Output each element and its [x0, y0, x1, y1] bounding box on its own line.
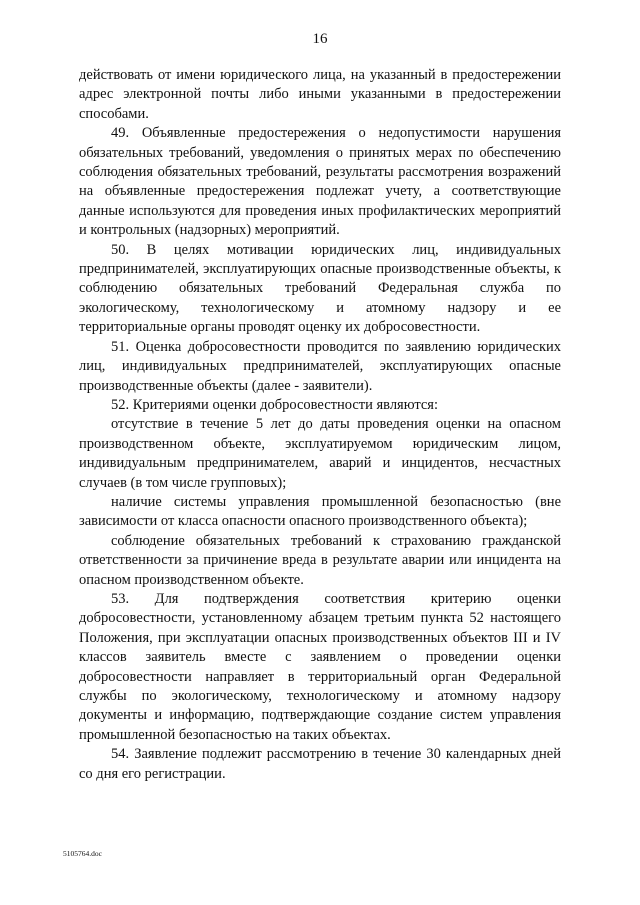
paragraph-50: 50. В целях мотивации юридических лиц, индивидуальных предпринимателей, эксплуатирующих опасные производственные объекты, к соблюдению обязательных требований Федеральная служба по экологическому, технологическому и атомному надзору и ее территориальные органы проводят оценку их добросовестности.	[79, 241, 561, 336]
paragraph-53: 53. Для подтверждения соответствия критерию оценки добросовестности, установленному абзацем третьим пункта 52 настоящего Положения, при эксплуатации опасных производственных объектов III и IV классов заявитель вместе с заявлением о проведении оценки добросовестности направляет в территориальный орган Федеральной службы по экологическому, технологическому и атомному надзору документы и информацию, подтверждающие создание систем управления промышленной безопасностью на таких объектах.	[79, 590, 561, 743]
paragraph-49: 49. Объявленные предостережения о недопустимости нарушения обязательных требований, уведомления о принятых мерах по обеспечению соблюдения обязательных требований, результаты рассмотрения возражений на объявленные предостережения подлежат учету, а соответствующие данные используются для проведения иных профилактических мероприятий и контрольных (надзорных) мероприятий.	[79, 125, 561, 239]
criterion-2: наличие системы управления промышленной безопасностью (вне зависимости от класса опасности опасного производственного объекта);	[79, 493, 561, 530]
paragraph-51: 51. Оценка добросовестности проводится по заявлению юридических лиц, индивидуальных предпринимателей, эксплуатирующих опасные производственные объекты (далее - заявители).	[79, 338, 561, 394]
paragraph-52: 52. Критериями оценки добросовестности являются:	[111, 396, 439, 413]
criterion-3: соблюдение обязательных требований к страхованию гражданской ответственности за причинение вреда в результате аварии или инцидента на опасном производственном объекте.	[79, 532, 561, 588]
criterion-1: отсутствие в течение 5 лет до даты проведения оценки на опасном производственном объекте, эксплуатируемом юридическим лицом, индивидуальным предпринимателем, аварий и инцидентов, несчастных случаев (в том числе групповых);	[79, 416, 561, 491]
paragraph-54: 54. Заявление подлежит рассмотрению в течение 30 календарных дней со дня его регистрации.	[79, 746, 561, 782]
document-body	[79, 66, 561, 784]
document-filename: 5105764.doc	[63, 849, 102, 858]
paragraph-continuation: действовать от имени юридического лица, на указанный в предостережении адрес электронной почты либо иными указанными в предостережении способами.	[79, 67, 561, 122]
page-number: 16	[312, 31, 328, 47]
